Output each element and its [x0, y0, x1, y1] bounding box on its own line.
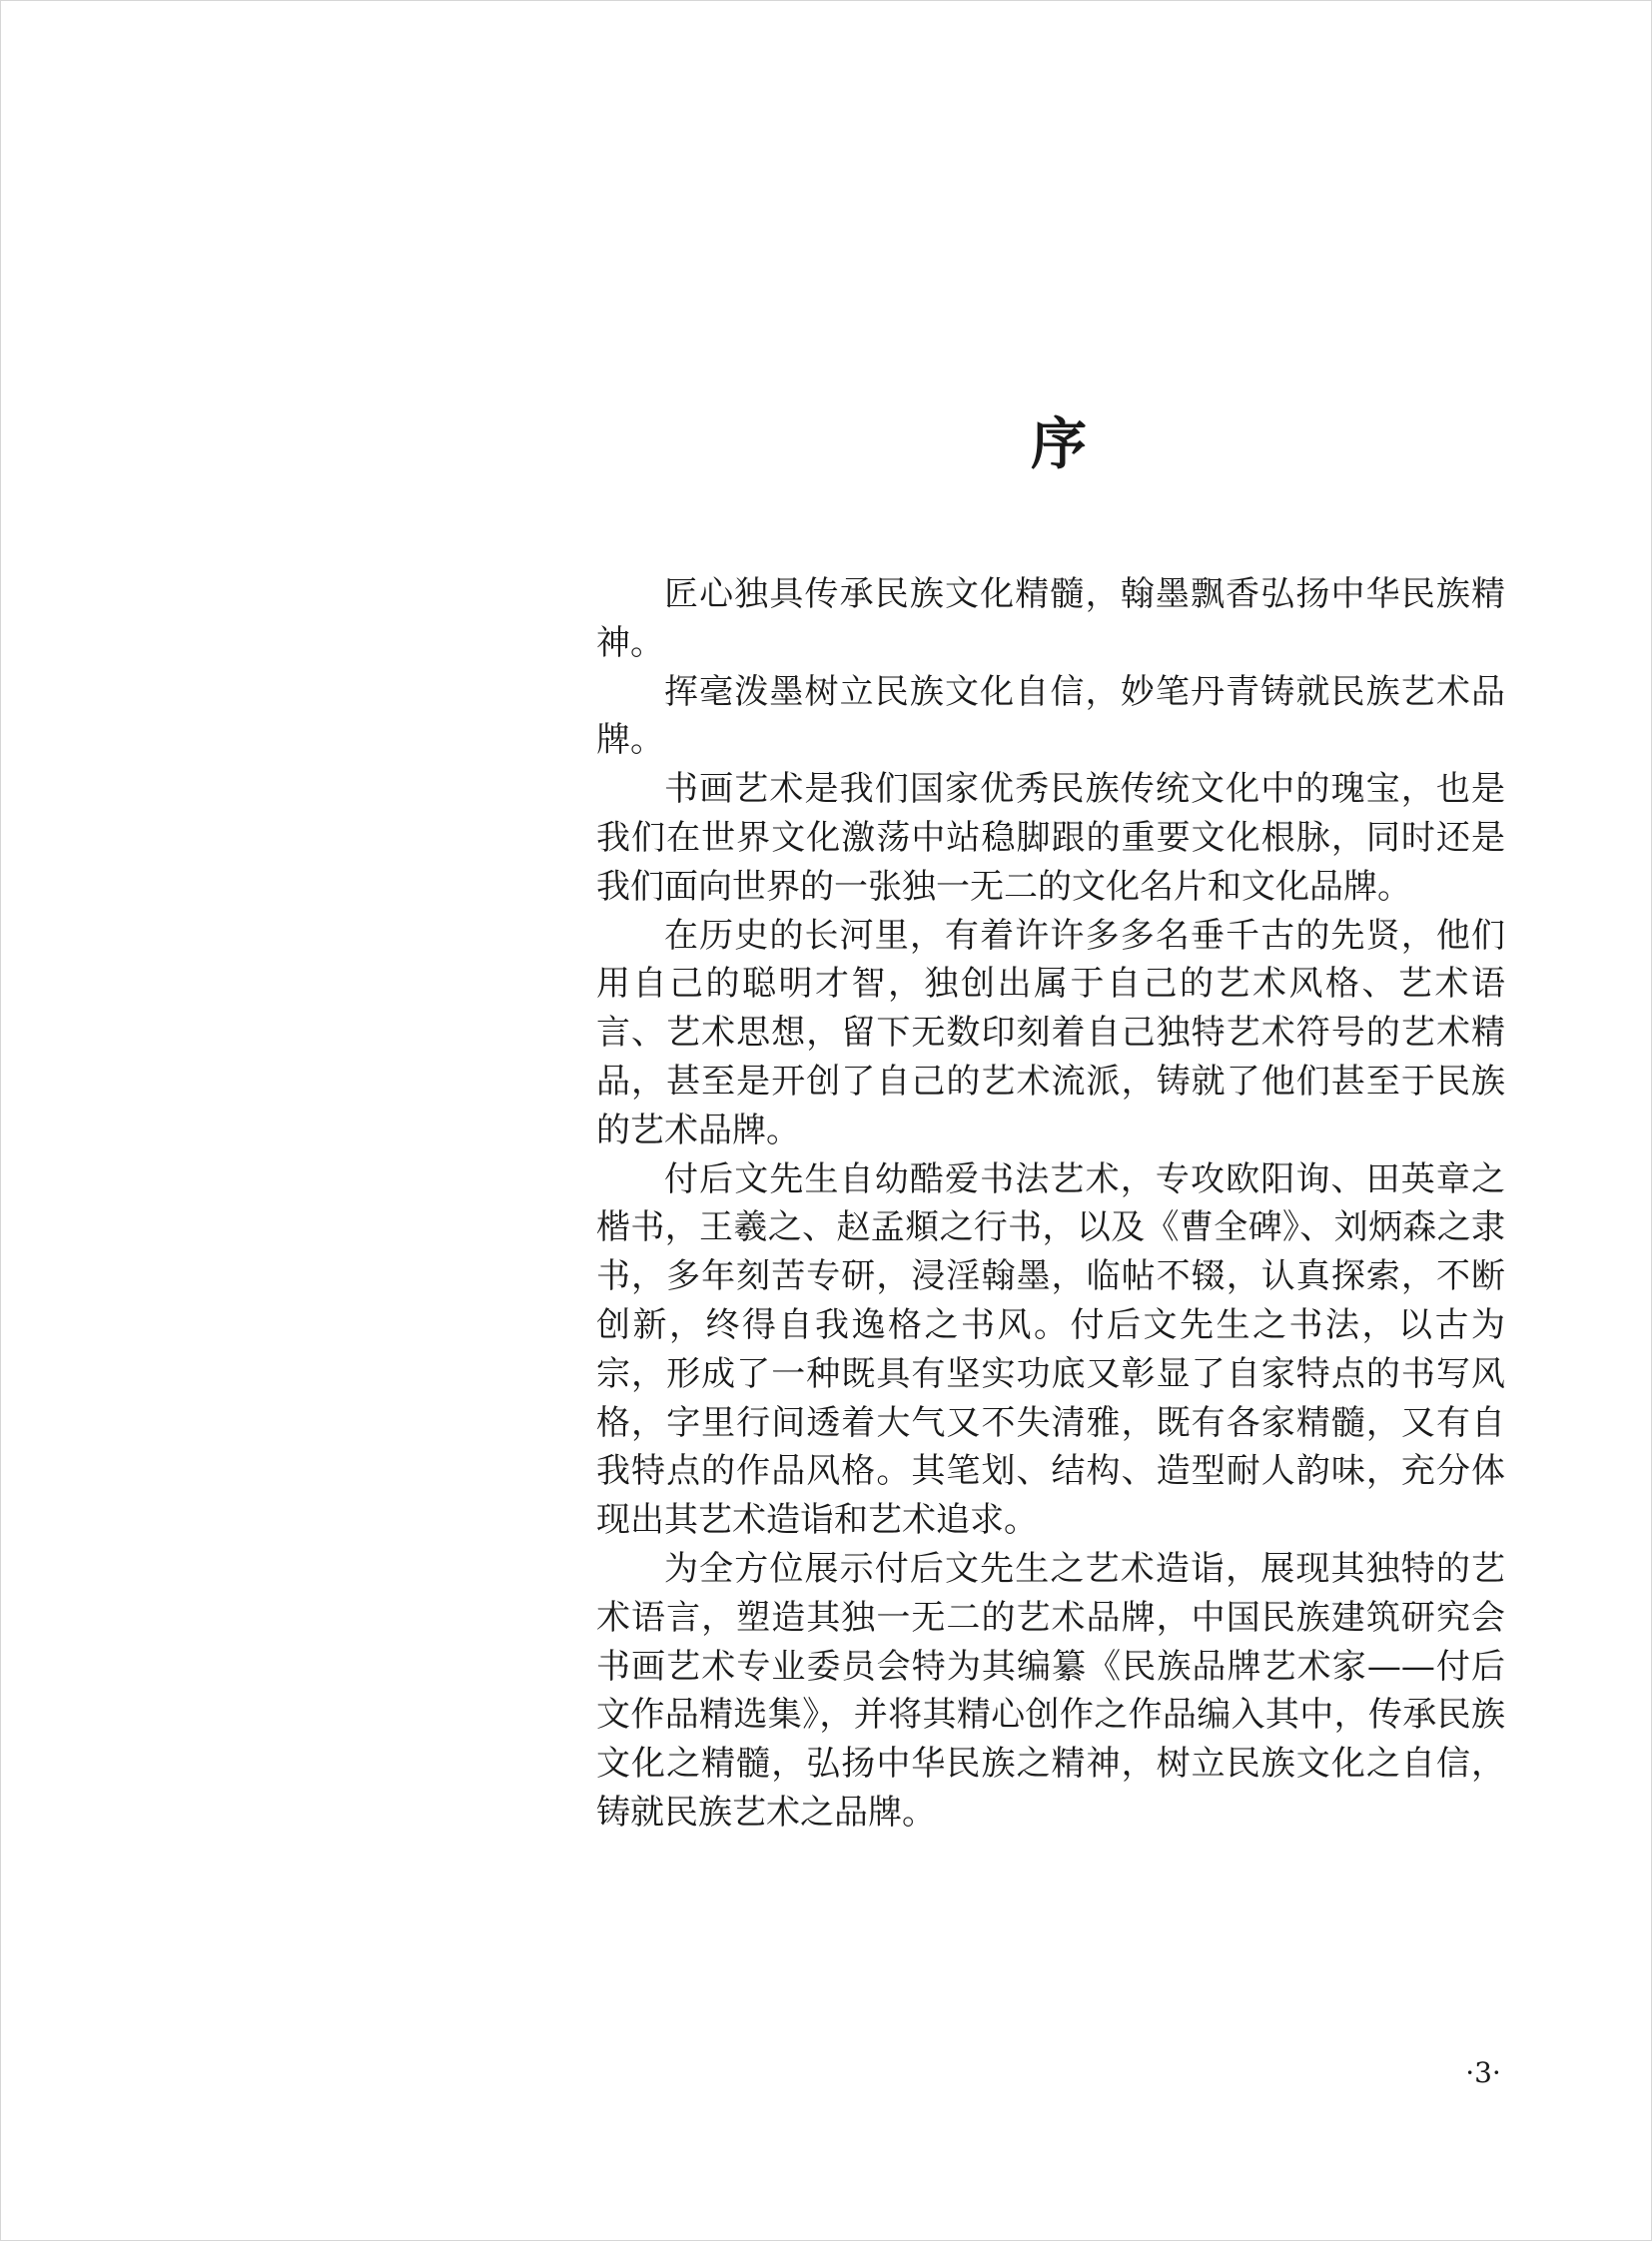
- paragraph-4: 在历史的长河里，有着许许多多名垂千古的先贤，他们用自己的聪明才智，独创出属于自己的艺术风格、艺术语言、艺术思想，留下无数印刻着自己独特艺术符号的艺术精品，甚至是开创了自己的艺术流派，铸就了他们甚至于民族的艺术品牌。: [596, 915, 1505, 1150]
- paragraph-2: 挥毫泼墨树立民族文化自信，妙笔丹青铸就民族艺术品牌。: [596, 671, 1505, 761]
- preface-body: [596, 570, 1505, 1838]
- page-title: 序: [1031, 411, 1087, 477]
- page-number: ·3·: [1465, 2056, 1501, 2089]
- paragraph-1: 匠心独具传承民族文化精髓，翰墨飘香弘扬中华民族精神。: [596, 574, 1505, 663]
- paragraph-5: 付后文先生自幼酷爱书法艺术，专攻欧阳询、田英章之楷书，王羲之、赵孟頫之行书，以及《曹全碑》、刘炳森之隶书，多年刻苦专研，浸淫翰墨，临帖不辍，认真探索，不断创新，终得自我逸格之书风。付后文先生之书法，以古为宗，形成了一种既具有坚实功底又彰显了自家特点的书写风格，字里行间透着大气又不失清雅，既有各家精髓，又有自我特点的作品风格。其笔划、结构、造型耐人韵味，充分体现出其艺术造诣和艺术追求。: [596, 1158, 1505, 1541]
- paragraph-3: 书画艺术是我们国家优秀民族传统文化中的瑰宝，也是我们在世界文化激荡中站稳脚跟的重要文化根脉，同时还是我们面向世界的一张独一无二的文化名片和文化品牌。: [596, 769, 1505, 907]
- paragraph-6: 为全方位展示付后文先生之艺术造诣，展现其独特的艺术语言，塑造其独一无二的艺术品牌，中国民族建筑研究会书画艺术专业委员会特为其编纂《民族品牌艺术家——付后文作品精选集》，并将其精心创作之作品编入其中，传承民族文化之精髓，弘扬中华民族之精神，树立民族文化之自信，铸就民族艺术之品牌。: [596, 1548, 1505, 1833]
